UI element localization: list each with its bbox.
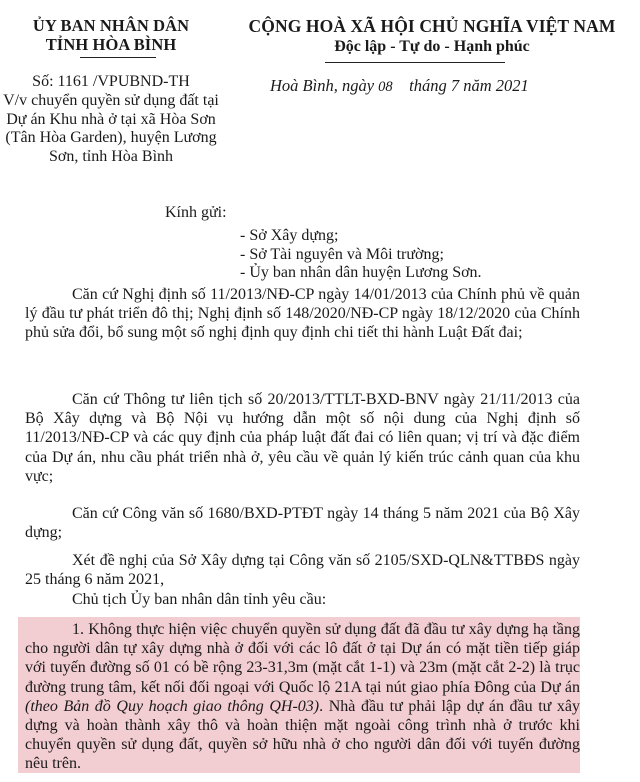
date-suffix: tháng 7 năm 2021: [392, 76, 529, 95]
date-prefix: Hoà Bình, ngày: [270, 76, 379, 95]
subject-line: Sơn, tỉnh Hòa Bình: [48, 148, 174, 166]
legal-basis-paragraph: Căn cứ Thông tư liên tịch số 20/2013/TTLT-BXD-BNV ngày 21/11/2013 của Bộ Xây dựng và Bộ Nội vụ hướng dẫn một số nội dung của Nghị định số 11/2013/NĐ-CP và các quy định của pháp luật đất đai có liên quan; vị trí và đặc điểm của Dự án, nhu cầu phát triển nhà ở, yêu cầu về quản lý kiến trúc cảnh quan của khu vực;: [25, 391, 580, 485]
issuing-agency: [0, 16, 222, 54]
recipient-item: - Sở Tài nguyên và Môi trường;: [240, 245, 444, 263]
subject-line: V/v chuyển quyền sử dụng đất tại: [3, 91, 219, 109]
agency-underline: [80, 57, 156, 58]
recipients-list: [240, 227, 482, 283]
national-motto: Độc lập - Tự do - Hạnh phúc: [334, 38, 530, 55]
requirement-reference: (theo Bản đồ Quy hoạch giao thông QH-03): [25, 697, 320, 715]
national-header: [232, 16, 632, 57]
nation-title: CỘNG HOÀ XÃ HỘI CHỦ NGHĨA VIỆT NAM: [248, 16, 616, 36]
requirement-text: 1. Không thực hiện việc chuyển quyền sử dụng đất đã đầu tư xây dựng hạ tầng cho người dân tự xây dựng nhà ở đối với các lô đất ở tại Dự án có mặt tiền tiếp giáp với tuyến đường số 01 có bề rộng 23-31,3m (mặt cắt 1-1) và 23m (mặt cắt 2-2) là trục đường trung tâm, kết nối đối ngoại với Quốc lộ 21A tại nút giao phía Đông của Dự án: [25, 621, 580, 696]
proposal-paragraph: Xét đề nghị của Sở Xây dựng tại Công văn số 2105/SXD-QLN&TTBĐS ngày 25 tháng 6 năm 2021,: [25, 552, 580, 589]
requirement-item-1: [25, 620, 580, 774]
recipient-item: - Ủy ban nhân dân huyện Lương Sơn.: [240, 264, 482, 281]
requirement-text-continued: . Nhà đầu tư phải lập dự án đầu tư xây dựng và hoàn thành xây thô và hoàn thiện mặt ngoài công trình nhà ở trước khi chuyển quyền sử dụng đất, quyền sở hữu nhà ở cho người dân đối với tuyến đường nêu trên.: [25, 697, 581, 773]
recipients-label: Kính gửi:: [165, 204, 227, 221]
document-number: Số: 1161 /VPUBND-TH: [32, 73, 190, 90]
request-intro: Chủ tịch Ủy ban nhân dân tỉnh yêu cầu:: [72, 591, 327, 608]
legal-basis-paragraph: Căn cứ Công văn số 1680/BXD-PTĐT ngày 14 tháng 5 năm 2021 của Bộ Xây dựng;: [25, 505, 580, 542]
legal-basis-paragraph: Căn cứ Nghị định số 11/2013/NĐ-CP ngày 14/01/2013 của Chính phủ về quản lý đầu tư phát triển đô thị; Nghị định số 148/2020/NĐ-CP ngày 18/12/2020 của Chính phủ sửa đổi, bổ sung một số nghị định quy định chi tiết thi hành Luật Đất đai;: [25, 286, 580, 342]
agency-line-1: ỦY BAN NHÂN DÂN: [32, 16, 190, 35]
subject-line: Dự án Khu nhà ở tại xã Hòa Sơn: [6, 110, 216, 128]
issue-date: [270, 76, 610, 97]
agency-line-2: TỈNH HÒA BÌNH: [45, 35, 177, 54]
subject-line: (Tân Hòa Garden), huyện Lương: [5, 129, 217, 147]
motto-underline: [325, 62, 505, 63]
recipient-item: - Sở Xây dựng;: [240, 227, 339, 244]
document-meta: [0, 73, 222, 167]
date-day: 08: [378, 79, 393, 95]
